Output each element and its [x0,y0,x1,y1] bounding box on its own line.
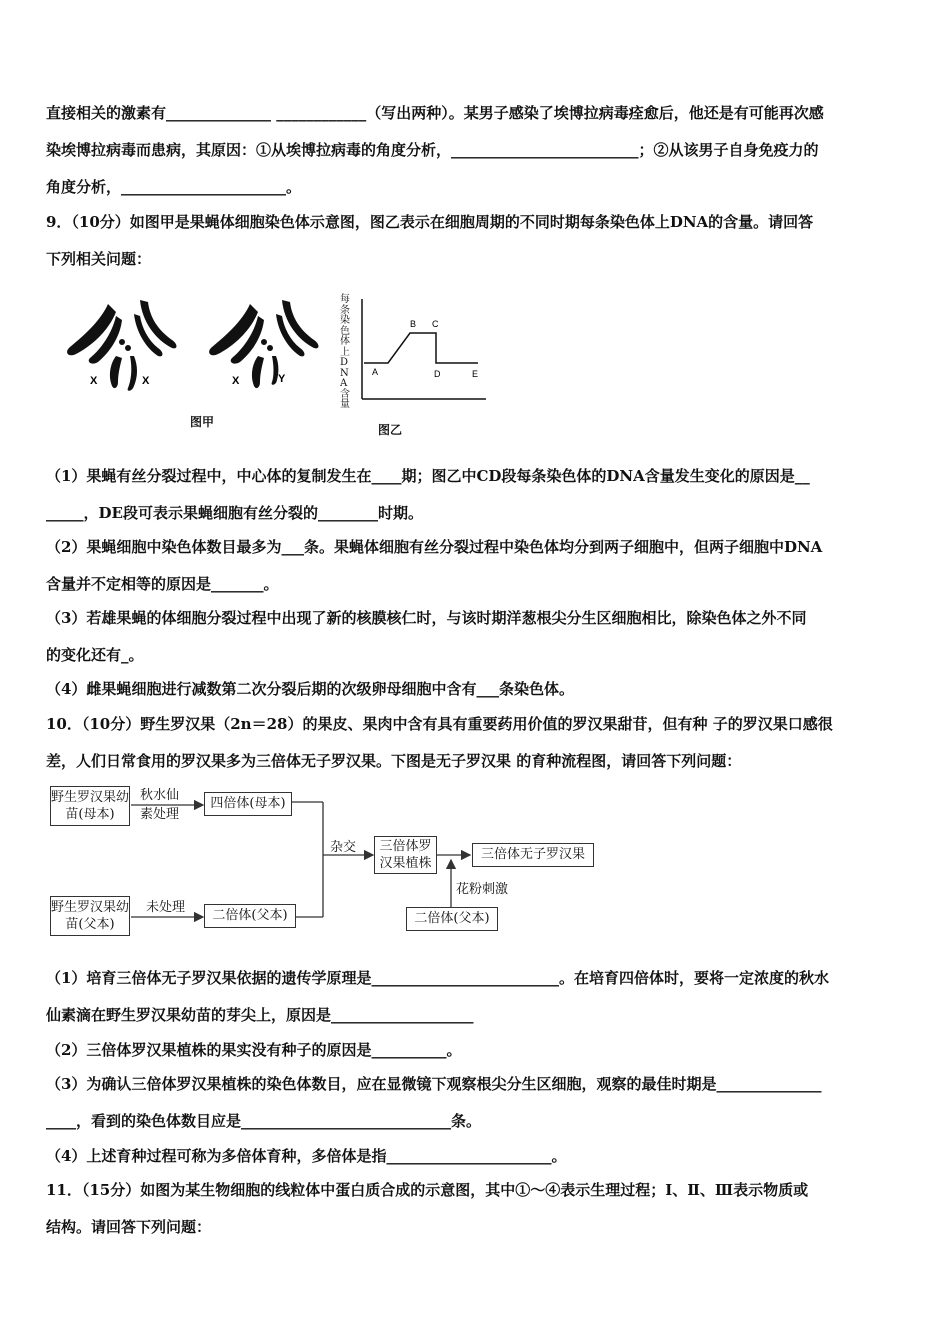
dna-curve [364,333,478,363]
box-seedless-fruit: 三倍体无子罗汉果 [472,843,594,867]
q9-sub1-b: _____，DE段可表示果蝇细胞有丝分裂的________时期。 [46,504,423,522]
dna-content-graph [338,295,498,415]
q10-sub1-b: 仙素滴在野生罗汉果幼苗的芽尖上，原因是___________________ [46,1006,474,1024]
point-c: C [432,319,439,329]
box-triploid-plant: 三倍体罗汉果植株 [374,836,437,874]
point-b: B [410,319,417,329]
chrom-label-left-2: X [142,375,150,387]
box-tetraploid: 四倍体(母本) [204,792,292,816]
q9-sub1-a: （1）果蝇有丝分裂过程中，中心体的复制发生在____期；图乙中CD段每条染色体的DNA含量发生变化的原因是__ [46,467,810,485]
figure-yi-caption: 图乙 [378,423,403,437]
chrom-label-right-2: Y [278,373,286,385]
label-colchicine: 秋水仙素处理 [140,788,180,822]
label-untreated: 未处理 [146,900,186,915]
figure-jia [60,292,340,432]
q10-sub3-a: （3）为确认三倍体罗汉果植株的染色体数目，应在显微镜下观察根尖分生区细胞，观察的最佳时期是______________ [46,1075,822,1093]
q11-stem-2: 结构。请回答下列问题： [46,1218,212,1236]
q10-sub1-a: （1）培育三倍体无子罗汉果依据的遗传学原理是_________________________。在培育四倍体时，要将一定浓度的秋水 [46,969,829,987]
label-cross: 杂交 [330,840,357,855]
q10-stem-1: 10．（10分）野生罗汉果（2n＝28）的果皮、果肉中含有具有重要药用价值的罗汉果甜苷，但有种 子的罗汉果口感很 [46,715,833,733]
q9-stem-2: 下列相关问题： [46,250,152,268]
box-seedling-mother: 野生罗汉果幼苗(母本) [50,786,130,826]
chrom-label-right-1: X [232,375,240,387]
q10-sub2: （2）三倍体罗汉果植株的果实没有种子的原因是__________。 [46,1041,462,1059]
y-axis-label: 每条染色体上DNA含量 [340,294,350,410]
q9-stem-1: 9．（10分）如图甲是果蝇体细胞染色体示意图，图乙表示在细胞周期的不同时期每条染色体上DNA的含量。请回答 [46,213,814,231]
breeding-flowchart [48,780,608,940]
q9-sub2-b: 含量并不定相等的原因是_______。 [46,575,279,593]
figure-yi [338,295,498,415]
q10-stem-2: 差，人们日常食用的罗汉果多为三倍体无子罗汉果。下图是无子罗汉果 的育种流程图，请回答下列问题： [46,752,742,770]
box-diploid-father-1: 二倍体(父本) [204,904,296,928]
q8-line-3: 角度分析，______________________。 [46,178,302,196]
q10-sub3-b: ____，看到的染色体数目应是____________________________条。 [46,1112,482,1130]
chromosome-diagram [60,292,340,432]
point-d: D [434,369,441,379]
chrom-label-left-1: X [90,375,98,387]
q11-stem-1: 11．（15分）如图为某生物细胞的线粒体中蛋白质合成的示意图，其中①～④表示生理过程；Ⅰ、Ⅱ、Ⅲ表示物质或 [46,1181,809,1199]
label-pollen: 花粉刺激 [456,882,509,897]
q9-sub3-b: 的变化还有_。 [46,646,144,664]
q8-line-1: 直接相关的激素有______________ ____________（写出两种）。某男子感染了埃博拉病毒痊愈后，他还是有可能再次感 [46,104,824,122]
q9-sub3-a: （3）若雄果蝇的体细胞分裂过程中出现了新的核膜核仁时，与该时期洋葱根尖分生区细胞相比，除染色体之外不同 [46,609,807,627]
q9-sub2-a: （2）果蝇细胞中染色体数目最多为___条。果蝇体细胞有丝分裂过程中染色体均分到两子细胞中，但两子细胞中DNA [46,538,823,556]
box-seedling-father: 野生罗汉果幼苗(父本) [50,896,130,936]
figure-jia-caption: 图甲 [190,415,215,429]
box-diploid-father-2: 二倍体(父本) [406,907,498,931]
q9-sub4: （4）雌果蝇细胞进行减数第二次分裂后期的次级卵母细胞中含有___条染色体。 [46,680,574,698]
point-e: E [472,369,479,379]
q10-sub4: （4）上述育种过程可称为多倍体育种，多倍体是指______________________。 [46,1147,567,1165]
q8-line-2: 染埃博拉病毒而患病，其原因：①从埃博拉病毒的角度分析，_________________________；②从该男子自身免疫力的 [46,141,819,159]
point-a: A [372,367,379,377]
